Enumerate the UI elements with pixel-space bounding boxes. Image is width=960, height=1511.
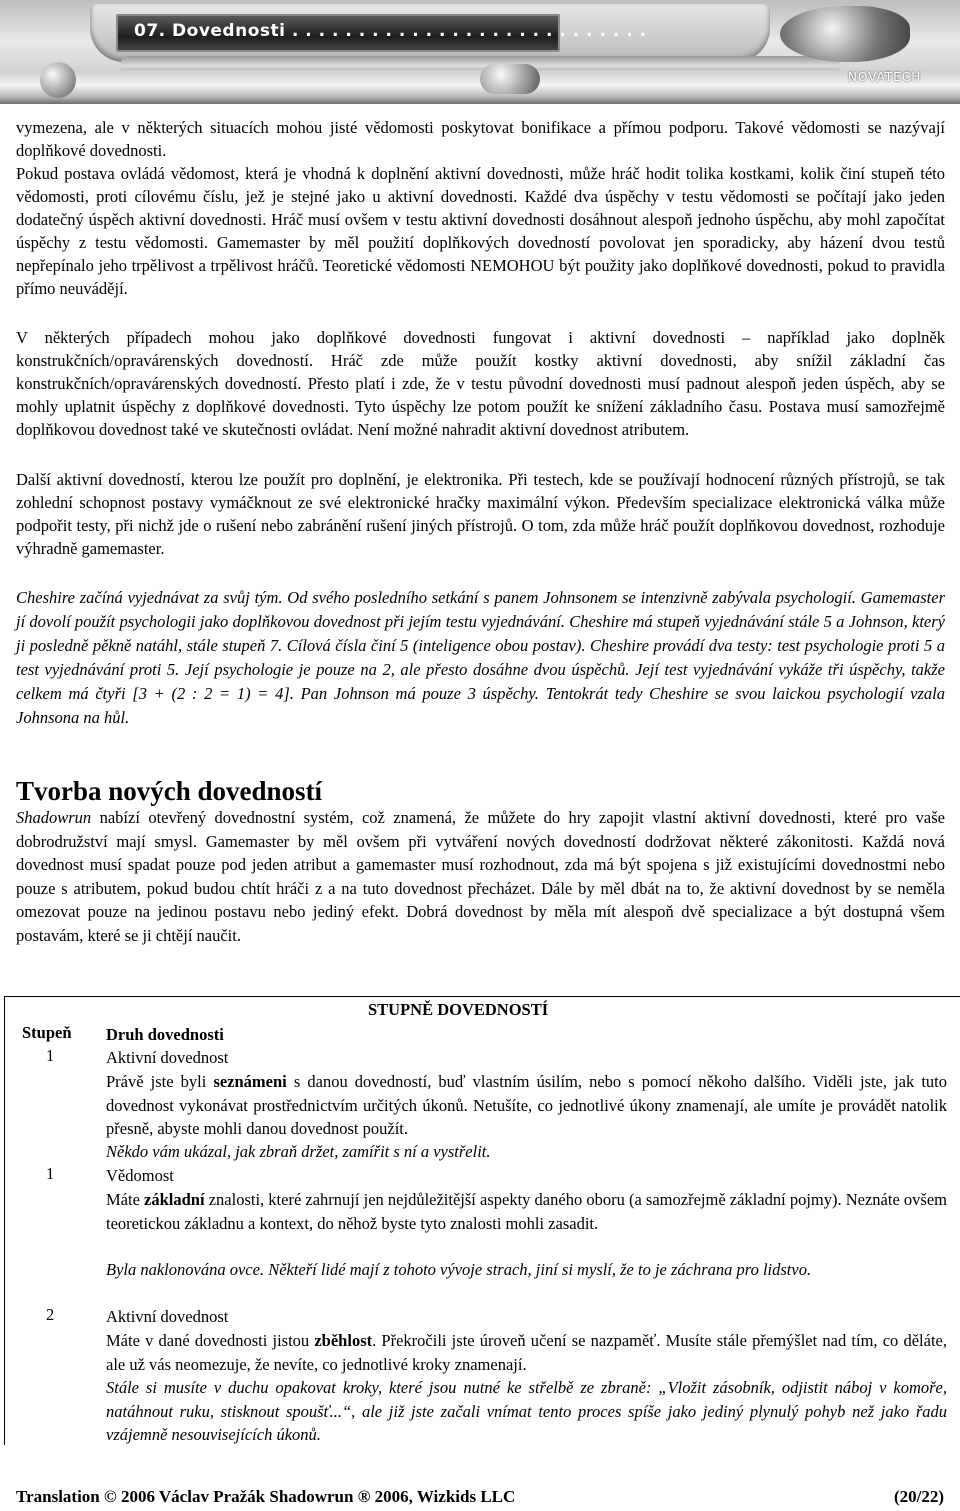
paragraph-4: Další aktivní dovedností, kterou lze použít pro doplnění, je elektronika. Při testech, kde se používají hodnocení různých přístrojů, se tak zohlední schopnost postavy vymáčknout ze své elektronické hračky maximální výkon. Především specializace elektronická válka může podpořit testy, při nichž jde o rušení nebo zabránění rušení jiných přístrojů. O tom, zda může hráč použít doplňkovou dovednost, rozhoduje výhradně gamemaster. [16,470,945,559]
banner-knob-center [480,64,540,94]
row-2-desc-post: znalosti, které zahrnují jen nejdůležitější aspekty daného oboru (a samozřejmě základní pojmy). Neznáte ovšem teoretickou základnu a kontext, do něhož byste tyto znalosti mohli zasadit. [106,1190,948,1233]
footer-credit: Translation © 2006 Václav Pražák Shadowrun ® 2006, Wizkids LLC [16,1487,516,1506]
column-header-level: Stupeň [22,1023,72,1042]
row-2-type: Vědomost [106,1166,174,1185]
shadowrun-title: Shadowrun [16,808,92,827]
row-1-level: 1 [46,1046,55,1065]
chapter-title-bar [116,14,647,52]
row-1-example: Někdo vám ukázal, jak zbraň držet, zamířit s ní a vystřelit. [106,1142,491,1161]
section-body: nabízí otevřený dovednostní systém, což znamená, že můžete do hry zapojit vlastní aktivní dovednosti, které pro vaše dobrodružství mají smysl. Gamemaster by měl ovšem při vytváření nových dovedností dodržovat některé zákonitosti. Každá nová dovednost musí spadat pouze pod jeden atribut a gamemaster musí rozhodnout, zda má být spojena s již existujícími dovednostmi nebo pouze s atributem, pokud budou chtít hráči z a na tuto dovednost přecházet. Dále by měl dbát na to, že aktivní dovednost by se neměla omezovat pouze na jedinou postavu nebo jediný efekt. Dobrá dovednost by měla mít alespoň dvě specializace a být dostupná všem postavám, které se ji chtějí naučit. [16,808,945,945]
banner-speaker-mesh [780,6,910,62]
banner-knob-left [40,62,76,98]
row-3-example: Stále si musíte v duchu opakovat kroky, které jsou nutné ke střelbě ze zbraně: „Vložit zásobník, odjistit náboj v komoře, natáhnout ruku, stisknout spoušť...“, ale již jste začali vnímat tento proces spíše jako jediný plynulý pohyb než jako řadu vzájemně nesouvisejících úkonů. [106,1378,947,1444]
page-number: (20/22) [893,1487,944,1506]
table-title: STUPNĚ DOVEDNOSTÍ [368,1000,549,1019]
row-3-desc-pre: Máte v dané dovednosti jistou [106,1331,315,1350]
row-1-description [106,1070,947,1141]
example-paragraph: Cheshire začíná vyjednávat za svůj tým. Od svého posledního setkání s panem Johnsonem se intenzivně zabývala psychologií. Gamemaster jí dovolí použít psychologii jako doplňkovou dovednost při jejím testu vyjednávání. Cheshire má stupeň vyjednávání stále 5 a Johnson, který ji posledně pěkně natáhl, stále stupeň 7. Cílová čísla činí 5 (inteligence obou postav). Cheshire provádí dva testy: test psychologie proti 5 a test vyjednávání proti 5. Její psychologie je pouze na 2, ale přesto dosáhne dvou úspěchů. Její test vyjednávání vykáže tři úspěchy, takže celkem má čtyři [3 + (2 : 2 = 1) = 4]. Pan Johnson má pouze 3 úspěchy. Tentokrát tedy Cheshire se svou laickou psychologií vzala Johnsona na hůl. [16,588,945,727]
paragraph-3: V některých případech mohou jako doplňkové dovednosti fungovat i aktivní dovednosti – například jako doplněk konstrukčních/opravárenských dovedností. Hráč zde může použít kostky aktivní dovednosti, aby snížil základní čas konstrukčních/opravárenských dovedností. Přesto platí i zde, že v testu původní dovednosti musí padnout alespoň jeden úspěch, aby se mohly uplatnit úspěchy z doplňkové dovednosti. Tyto úspěchy lze potom použít ke snížení základního času. Postava musí samozřejmě doplňkovou dovednost také ve skutečnosti ovládat. Není možné nahradit aktivní dovednost atributem. [16,328,945,440]
row-2-desc-pre: Máte [106,1190,145,1209]
column-header-type: Druh dovednosti [106,1025,224,1044]
row-3-description [106,1329,947,1376]
paragraph-2: Pokud postava ovládá vědomost, která je vhodná k doplnění aktivní dovednosti, může hráč hodit tolika kostkami, kolik činí stupeň této vědomosti, proti cílovému číslu, jež je stejné jako u aktivní dovednosti. Každé dva úspěchy v testu vědomosti se počítají jako jeden dodatečný úspěch aktivní dovednosti. Hráč musí ovšem v testu aktivní dovednosti dosáhnout alespoň jednoho úspěchu, aby mohl započítat úspěchy z testu vědomosti. Gamemaster by měl použití doplňkových dovedností povolovat jen sporadicky, aby házení dvou testů nepřepínalo jeho trpělivost a trpělivost hráčů. Teoretické vědomosti NEMOHOU být použity jako doplňkové dovednosti, pokud to pravidla přímo neuvádějí. [16,164,945,299]
row-3-level: 2 [46,1305,55,1324]
row-1-desc-pre: Právě jste byli [106,1072,214,1091]
row-1-type: Aktivní dovednost [106,1048,229,1067]
row-3-desc-post: . Překročili jste úroveň učení se nazpaměť. Musíte stále přemýšlet nad tím, co děláte, ale už vás neomezuje, že nevíte, co jednotlivé kroky znamenají. [106,1331,948,1374]
novatech-logo: NOVATECH [848,70,922,84]
row-3-desc-bold: zběhlost [314,1331,373,1350]
row-3-type: Aktivní dovednost [106,1307,229,1326]
section-paragraph [16,806,945,948]
row-2-level: 1 [46,1164,55,1183]
section-heading: Tvorba nových dovedností [16,776,323,806]
chapter-banner [0,0,960,104]
row-2-example: Byla naklonována ovce. Někteří lidé mají z tohoto vývoje strach, jiní si myslí, že to je záchrana pro lidstvo. [106,1260,812,1279]
row-2-description [106,1188,947,1235]
chapter-title: 07. Dovednosti . . . . . . . . . . . . . . . . . . . . . . . . . . . [134,21,647,41]
row-1-desc-post: s danou dovedností, buď vlastním úsilím, nebo s pomocí někoho dalšího. Viděli jste, jak tuto dovednost vykonávat prostřednictvím určitých úkonů. Netušíte, co jednotlivé úkony znamenají, ale umíte je provádět natolik přesně, abyste mohli danou dovednost použít. [106,1072,947,1138]
row-1-desc-bold: seznámeni [213,1072,287,1091]
paragraph-1: vymezena, ale v některých situacích mohou jisté vědomosti poskytovat bonifikace a přímou podporu. Takové vědomosti se nazývají doplňkové dovednosti. [16,118,945,161]
row-2-desc-bold: základní [144,1190,205,1209]
